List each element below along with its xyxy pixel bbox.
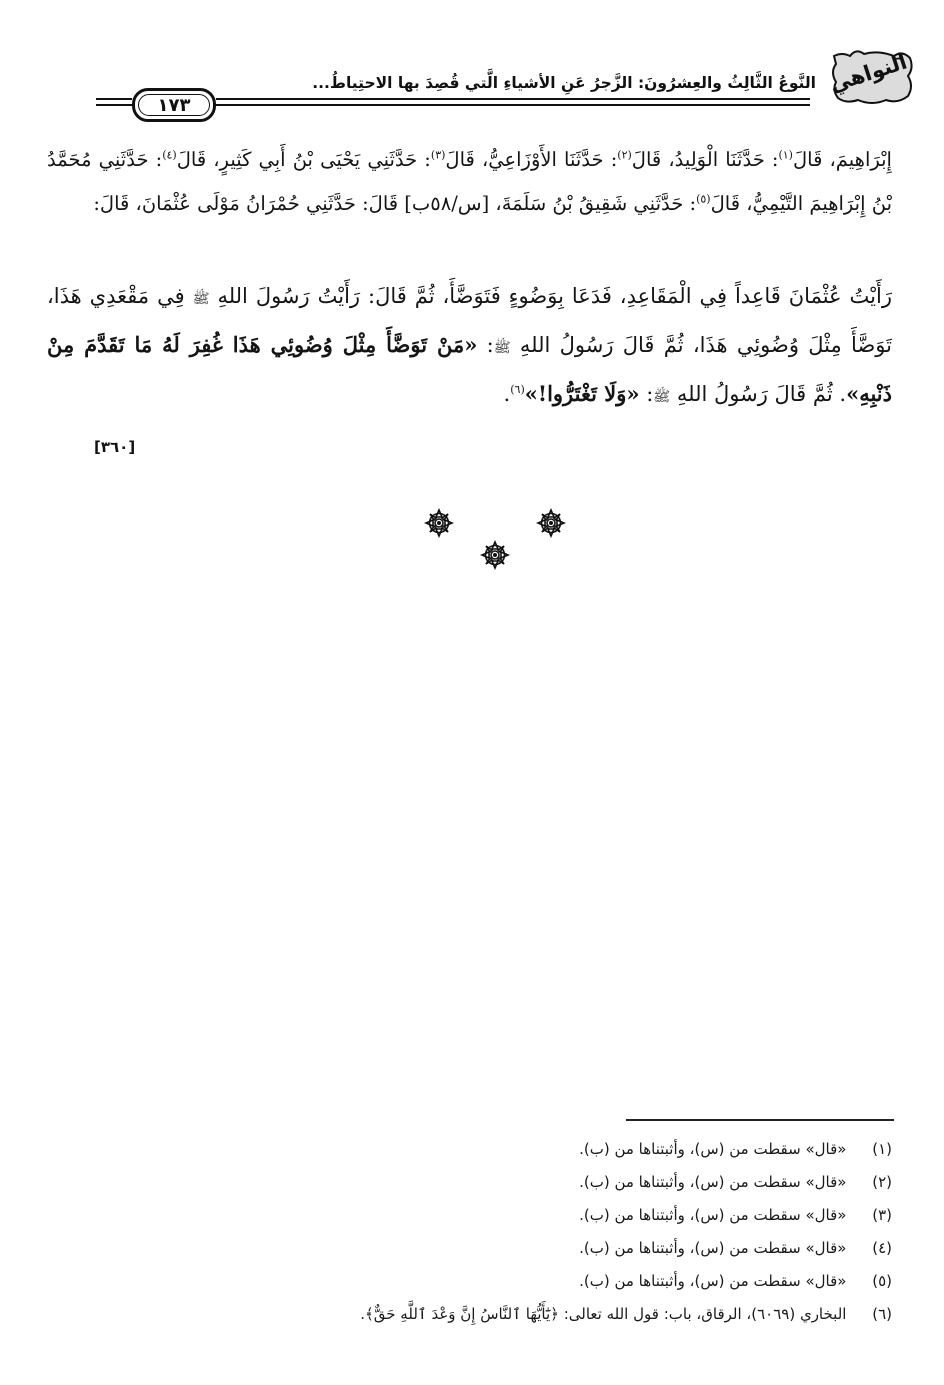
hadith-text: : [639,382,654,406]
footnote [47,1265,892,1298]
isnad-text: إِبْرَاهِيمَ، قَالَ [792,148,892,171]
footnote-text: «قال» سقطت من (س)، وأثبتناها من (ب). [579,1272,847,1290]
isnad-text: : حَدَّثَنِي مُحَمَّدُ بْنُ إِبْرَاهِيمَ التَّيْمِيُّ، قَالَ [47,148,892,215]
isnad-text: : حَدَّثَنِي شَقِيقُ بْنُ سَلَمَةَ، [س/٥٨ب] قَالَ: حَدَّثَنِي حُمْرَانُ مَوْلَى عُثْمَانَ، قَالَ: [93,192,697,215]
footnote-ref: (٢) [617,148,632,162]
isnad-paragraph [47,138,892,226]
footnote-number: (٢) [872,1173,892,1191]
hadith-text: . [503,382,511,406]
footnote [47,1166,892,1199]
hadith-text: : [477,333,494,357]
footnote-ref: (٤) [162,148,177,162]
footnote-number: (١) [872,1140,892,1158]
footnote-text: «قال» سقطت من (س)، وأثبتناها من (ب). [579,1206,847,1224]
header-rule-left-bottom [96,104,132,106]
header-rule-left-top [96,98,132,100]
footnote-number: (٣) [872,1206,892,1224]
footnote [47,1232,892,1265]
footnote-ref: (٦) [510,383,525,396]
footnote-ref: (٥) [696,192,711,206]
page-number-box [132,88,216,122]
hadith-paragraph [47,274,892,420]
footnote-ref: (١) [778,148,793,162]
hadith-text: . ثُمَّ قَالَ رَسُولُ اللهِ [676,382,847,406]
prophetic-quote: «مَنْ تَوَضَّأَ مِثْلَ وُضُوئِي هَذَا غُفِرَ لَهُ مَا تَقَدَّمَ مِنْ ذَنْبِهِ» [47,332,892,406]
footnote-ref: (٣) [430,148,446,162]
floral-ornament-icon [480,540,510,570]
footnote-number: (٤) [872,1239,892,1257]
footnote [47,1298,892,1331]
running-title: النَّوعُ الثَّالِثُ والعِشرُونَ: الزَّجرُ عَنِ الأشياءِ الَّتي قُصِدَ بها الاحتِياطُ... [312,74,816,92]
footnote-text: «قال» سقطت من (س)، وأثبتناها من (ب). [579,1239,847,1257]
isnad-text: : حَدَّثَنِي يَحْيَى بْنُ أَبِي كَثِيرٍ، قَالَ [176,148,431,171]
hadith-text: رَأَيْتُ عُثْمَانَ قَاعِداً فِي الْمَقَاعِدِ، فَدَعَا بِوَضُوءٍ فَتَوَضَّأَ، ثُمَّ قَالَ: رَأَيْتُ رَسُولَ اللهِ [217,284,892,308]
footnote-text: «قال» سقطت من (س)، وأثبتناها من (ب). [579,1140,847,1158]
footnote-separator [626,1119,894,1121]
page-number: ١٧٣ [157,95,191,116]
floral-ornament-icon [536,508,566,538]
footnote-number: (٦) [872,1305,892,1323]
hadith-reference-number: [٣٦٠] [94,438,136,456]
footnote [47,1199,892,1232]
floral-ornament-icon [424,508,454,538]
hadith-text: فِي مَقْعَدِي هَذَا، تَوَضَّأَ مِثْلَ وُضُوئِي هَذَا، ثُمَّ قَالَ رَسُولُ اللهِ [47,284,892,357]
prophetic-quote: «وَلَا تَغْتَرُّوا!» [524,381,640,406]
footnote-number: (٥) [872,1272,892,1290]
footnote-text: البخاري (٦٠٦٩)، الرقاق، باب: قول الله تعالى: ﴿يَٰٓأَيُّهَا ٱلنَّاسُ إِنَّ وَعْدَ ٱللَّهِ حَقٌّ﴾. [360,1305,847,1323]
chapter-corner-tab [828,46,916,108]
header-rule-right-top [216,98,810,100]
footnote-text: «قال» سقطت من (س)، وأثبتناها من (ب). [579,1173,847,1191]
salutation-glyph: ﷺ [192,291,210,307]
isnad-text: : حَدَّثَنَا الأَوْزَاعِيُّ، قَالَ [445,148,618,171]
header-rule-right-bottom [216,104,810,106]
isnad-text: : حَدَّثَنَا الْوَلِيدُ، قَالَ [631,148,779,171]
corner-tab-label: النواهي [826,49,910,97]
salutation-glyph: ﷺ [493,340,511,356]
footnote [47,1133,892,1166]
salutation-glyph: ﷺ [653,389,671,405]
footnotes [47,1133,892,1331]
